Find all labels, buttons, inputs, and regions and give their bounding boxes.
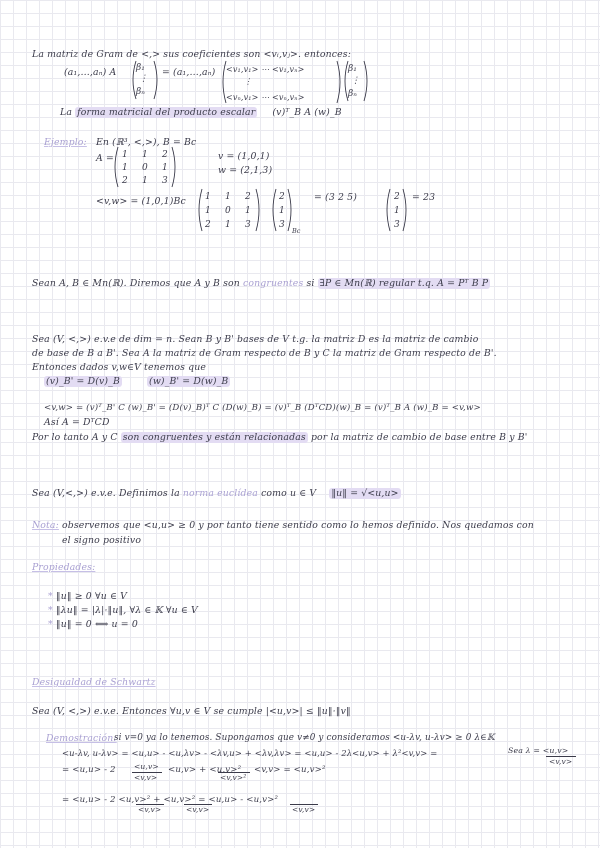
A2-23: 1 bbox=[245, 206, 251, 216]
relation-w: (w)_B' = D(w)_B bbox=[149, 376, 229, 387]
left-paren-w bbox=[270, 188, 278, 232]
summary-post: por la matriz de cambio de base entre B y B' bbox=[310, 432, 528, 443]
schwartz-title: Desigualdad de Schwartz bbox=[32, 677, 156, 688]
congruent-si: si bbox=[306, 278, 315, 289]
basis-para-3: Entonces dados v,w∈V tenemos que bbox=[32, 362, 207, 373]
A-33: 3 bbox=[162, 176, 168, 186]
proof-line-4: = <u,u> - 2 <u,v>² + <u,v>² = <u,u> - <u,v>² bbox=[62, 795, 279, 805]
res-3: 3 bbox=[394, 220, 400, 230]
w-3: 3 bbox=[279, 220, 285, 230]
matrix-form-expr: (v)ᵀ_B A (w)_B bbox=[272, 107, 342, 118]
A-13: 2 bbox=[162, 150, 168, 160]
A-31: 2 bbox=[122, 176, 128, 186]
schwartz-statement: Sea (V, <,>) e.v.e. Entonces ∀u,v ∈ V se cumple |<u,v>| ≤ ‖u‖·‖v‖ bbox=[32, 706, 351, 717]
summary-pre: Por lo tanto A y C bbox=[32, 432, 118, 443]
example-w: w = (2,1,3) bbox=[218, 165, 273, 176]
basis-conclusion: Así A = DᵀCD bbox=[44, 417, 110, 428]
A-23: 1 bbox=[162, 163, 168, 173]
property-3-text: ‖u‖ = 0 ⟺ u = 0 bbox=[55, 619, 138, 630]
frac-den-5: <v,v> bbox=[292, 805, 316, 814]
A2-22: 0 bbox=[225, 206, 231, 216]
beta-n: βₙ bbox=[136, 87, 145, 97]
basis-relations bbox=[44, 377, 230, 386]
beta-1: β₁ bbox=[136, 63, 145, 73]
matrix-form-pre: La bbox=[60, 107, 73, 118]
note-line-1: observemos que <u,u> ≥ 0 y por tanto tiene sentido como lo hemos definido. Nos quedamos con bbox=[62, 520, 534, 531]
proof-line-3a: = <u,u> - 2 bbox=[62, 765, 116, 775]
gram-row-1: <v₁,v₁> ⋯ <v₁,vₙ> bbox=[226, 65, 305, 74]
w-2: 1 bbox=[279, 206, 285, 216]
frac-vv-den: <v,v> bbox=[134, 773, 158, 782]
row-vector-a-eq: = (a₁,…,aₙ) bbox=[162, 67, 216, 78]
note-label: Nota: bbox=[32, 520, 59, 531]
res-1: 2 bbox=[394, 192, 400, 202]
beta2-dots: ⋮ bbox=[351, 76, 360, 86]
proof-label: Demostración: bbox=[46, 733, 117, 744]
A2-21: 1 bbox=[205, 206, 211, 216]
proof-line-3d: <v,v> = <u,v>² bbox=[254, 765, 326, 775]
matrix-form-highlight: forma matricial del producto escalar bbox=[77, 107, 256, 118]
example-label: Ejemplo: bbox=[44, 137, 87, 148]
example-v: v = (1,0,1) bbox=[218, 151, 270, 162]
right-paren-res bbox=[401, 188, 409, 232]
proof-line-3c: <v,v>² bbox=[220, 773, 247, 782]
proof-line-1: si v=0 ya lo tenemos. Supongamos que v≠0 y consideramos <u-λv, u-λv> ≥ 0 λ∈𝕂 bbox=[114, 733, 495, 743]
bullet-star-icon: * bbox=[48, 605, 56, 616]
lambda-def: Sea λ = <u,v> bbox=[508, 746, 569, 755]
relation-v: (v)_B' = D(v)_B bbox=[46, 376, 120, 387]
bullet-star-icon: * bbox=[48, 591, 56, 602]
A-11: 1 bbox=[122, 150, 128, 160]
note-line-2: el signo positivo bbox=[62, 535, 142, 546]
proof-line-2: <u-λv, u-λv> = <u,u> - <u,λv> - <λv,u> + <λv,λv> = <u,u> - 2λ<u,v> + λ²<v,v> = bbox=[62, 748, 438, 758]
example-product: <v,w> = (1,0,1)Bc bbox=[96, 196, 186, 207]
norm-post: como u ∈ V bbox=[261, 488, 317, 499]
summary-highlight: son congruentes y están relacionadas bbox=[122, 432, 306, 443]
beta2-1: β₁ bbox=[348, 64, 357, 74]
example-row-result: = (3 2 5) bbox=[314, 192, 358, 203]
basis-summary bbox=[32, 433, 527, 442]
norm-word: norma euclídea bbox=[182, 488, 258, 499]
example-A-eq: A = bbox=[96, 153, 114, 164]
A-12: 1 bbox=[142, 150, 148, 160]
frac-uv-num: <u,v> bbox=[134, 762, 159, 771]
proof-line-3b: <u,v> + <u,v>² bbox=[168, 765, 242, 775]
example-final: = 23 bbox=[412, 192, 436, 203]
properties-label: Propiedades: bbox=[32, 562, 96, 573]
left-paren-res bbox=[384, 188, 392, 232]
congruent-word: congruentes bbox=[243, 278, 304, 289]
gram-row-n: <vₙ,v₁> ⋯ <vₙ,vₙ> bbox=[226, 93, 305, 102]
congruent-highlight: ∃P ∈ Mn(ℝ) regular t.q. A = Pᵀ B P bbox=[319, 278, 489, 289]
A2-12: 1 bbox=[225, 192, 231, 202]
A2-33: 3 bbox=[245, 220, 251, 230]
basis-chain: <v,w> = (v)ᵀ_B' C (w)_B' = (D(v)_B)ᵀ C (D(w)_B) = (v)ᵀ_B (DᵀCD)(w)_B = (v)ᵀ_B A (w)_B = <v,w> bbox=[44, 403, 481, 413]
example-space: En (ℝ³, <,>), B = Bc bbox=[96, 137, 197, 148]
gram-intro-line: La matriz de Gram de <,> sus coeficientes son <vᵢ,vⱼ>. entonces: bbox=[32, 49, 351, 60]
sub-bc: Bc bbox=[292, 227, 301, 235]
basis-para-1: Sea (V, <,>) e.v.e de dim = n. Sean B y B' bases de V t.g. la matriz D es la matriz de cambio bbox=[32, 334, 479, 345]
property-1-text: ‖u‖ ≥ 0 ∀u ∈ V bbox=[55, 591, 127, 602]
congruent-definition bbox=[32, 279, 490, 288]
right-paren-A2 bbox=[254, 188, 262, 232]
A2-13: 2 bbox=[245, 192, 251, 202]
left-paren-A2 bbox=[196, 188, 204, 232]
A2-11: 1 bbox=[205, 192, 211, 202]
bullet-star-icon: * bbox=[48, 619, 56, 630]
A-21: 1 bbox=[122, 163, 128, 173]
basis-para-2: de base de B a B'. Sea A la matriz de Gram respecto de B y C la matriz de Gram respecto de B'. bbox=[32, 348, 497, 359]
A-22: 0 bbox=[142, 163, 148, 173]
norm-definition bbox=[32, 489, 401, 498]
property-3 bbox=[48, 620, 138, 629]
beta-dots: ⋮ bbox=[139, 74, 148, 84]
property-2-text: ‖λu‖ = |λ|·‖u‖, ∀λ ∈ 𝕂 ∀u ∈ V bbox=[55, 605, 198, 616]
A2-32: 1 bbox=[225, 220, 231, 230]
gram-dots: ⋮ bbox=[244, 77, 253, 86]
A-32: 1 bbox=[142, 176, 148, 186]
frac-den-4: <v,v> bbox=[186, 805, 210, 814]
right-paren-beta-2 bbox=[362, 60, 370, 102]
w-1: 2 bbox=[279, 192, 285, 202]
congruent-pre: Sean A, B ∈ Mn(ℝ). Diremos que A y B son bbox=[32, 278, 240, 289]
frac-den-3: <v,v> bbox=[138, 805, 162, 814]
right-paren-A bbox=[170, 146, 178, 188]
res-2: 1 bbox=[394, 206, 400, 216]
beta2-n: βₙ bbox=[348, 89, 357, 99]
matrix-form-line bbox=[60, 108, 342, 117]
right-paren-w bbox=[286, 188, 294, 232]
property-1 bbox=[48, 592, 127, 601]
lambda-denominator: <v,v> bbox=[549, 757, 573, 766]
right-paren-beta bbox=[152, 60, 160, 100]
row-vector-a: (a₁,…,aₙ) A bbox=[64, 67, 117, 78]
property-2 bbox=[48, 606, 198, 615]
norm-highlight: ‖u‖ = √<u,u> bbox=[331, 488, 399, 499]
left-paren-A bbox=[112, 146, 120, 188]
A2-31: 2 bbox=[205, 220, 211, 230]
norm-pre: Sea (V,<,>) e.v.e. Definimos la bbox=[32, 488, 180, 499]
